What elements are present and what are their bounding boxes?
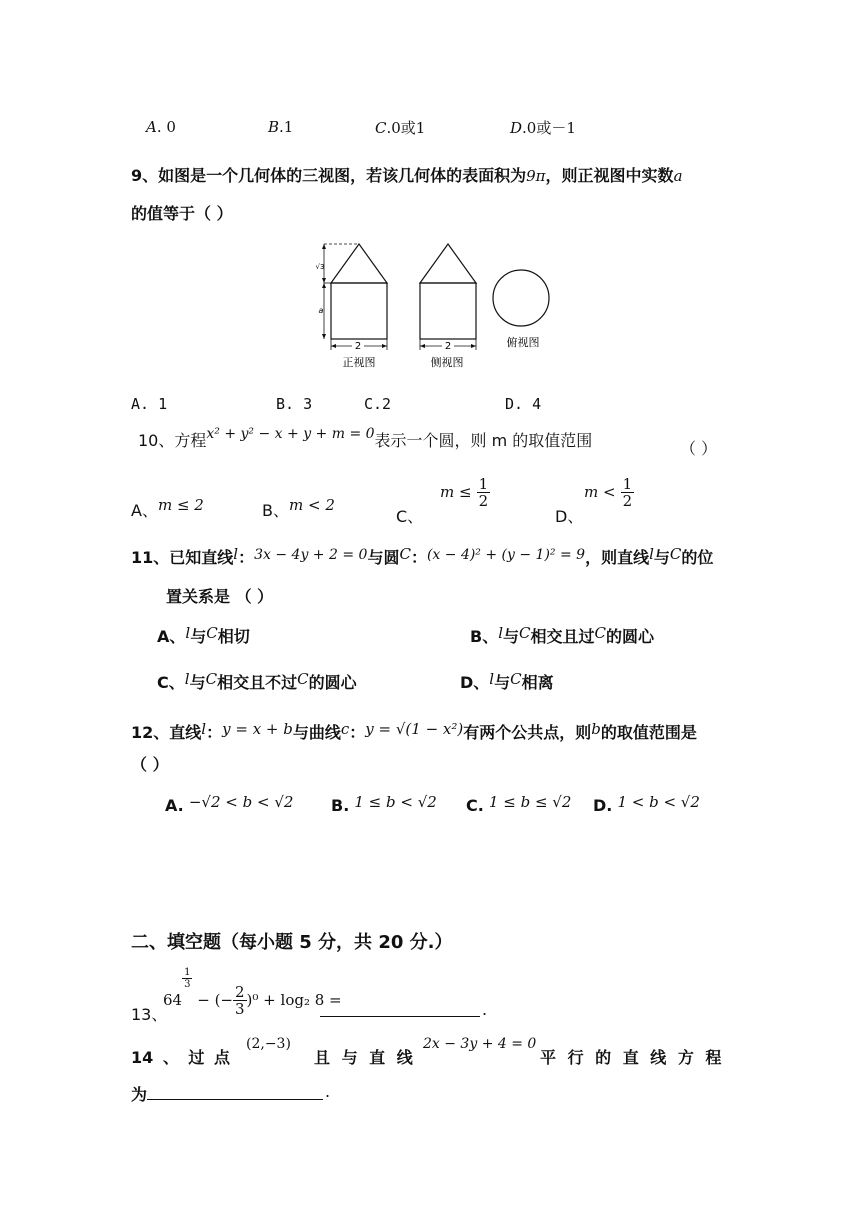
q10-paren: （ ） [680, 439, 718, 458]
q11-option-b: B、l与C相交且过C的圆心 [470, 624, 655, 646]
q10-option-d-math: m < $\frac{1}{2}$ [584, 475, 633, 510]
q9-stem-line2: 的值等于（ ） [131, 204, 233, 223]
front-view [316, 244, 387, 369]
q11-stem-line1: 11、已知直线l：3x − 4y + 2 = 0与圆C：(x − 4)² + (y − 1)² = 9，则直线l与C的位 [131, 545, 714, 567]
q9-option-a: A. 1 [131, 395, 168, 413]
q11-option-a: A、l与C相切 [157, 624, 250, 646]
fraction: $\frac{1}{2}$ [478, 475, 489, 510]
q9-option-c: C.2 [364, 395, 392, 413]
q12-option-d: D. 1 < b < √2 [593, 793, 700, 815]
q14-text-b: 且 与 直 线 [314, 1048, 413, 1067]
q10-option-c-math: m ≤ $\frac{1}{2}$ [440, 475, 489, 510]
three-view-figure [300, 236, 570, 374]
q8-option-a: A. 0 [146, 118, 176, 136]
q14-point: (2,−3) [246, 1036, 291, 1052]
q12-option-b: B. 1 ≤ b < √2 [331, 793, 437, 815]
q13-end: . [482, 1000, 488, 1019]
q10-option-c-label: C、 [396, 507, 424, 526]
q14-text-a: 14 、 过 点 [131, 1048, 230, 1067]
fraction: $\frac{2}{3}$ [235, 983, 245, 1018]
front-view-caption: 正视图 [342, 356, 376, 369]
top-view [493, 270, 549, 349]
exponent-fraction: $\frac{1}{3}$ [184, 967, 191, 990]
height-label: √3 [315, 263, 325, 271]
q9-option-d: D. 4 [505, 395, 542, 413]
q12-option-a: A. −√2 < b < √2 [165, 793, 294, 815]
q14-end: . [325, 1082, 331, 1101]
q13-answer-blank[interactable] [320, 1016, 480, 1017]
side-view-caption: 侧视图 [430, 356, 464, 369]
q8-option-c: C.0或1 [375, 119, 426, 137]
q12-option-c: C. 1 ≤ b ≤ √2 [466, 793, 572, 815]
q14-text-c: 平 行 的 直 线 方 程 [540, 1048, 722, 1067]
q10-option-d-label: D、 [555, 507, 584, 526]
q14-text-d: 为 [131, 1085, 148, 1104]
top-view-caption: 俯视图 [506, 336, 540, 349]
side-width-label: 2 [444, 341, 452, 352]
front-width-label: 2 [354, 341, 362, 352]
q11-option-d: D、l与C相离 [460, 670, 554, 692]
q8-option-b: B.1 [268, 118, 294, 136]
q8-option-d: D.0或－1 [510, 119, 576, 137]
q10-stem: 10、方程x² + y² − x + y + m = 0表示一个圆，则 m 的取值范围 [138, 426, 593, 450]
q9-stem-line1: 9、如图是一个几何体的三视图，若该几何体的表面积为9π，则正视图中实数a [131, 166, 683, 185]
q10-option-b: B、m < 2 [262, 496, 335, 520]
q13-expression: 64 $\frac{1}{3}$ − (− $\frac{2}{3}$ )⁰ + log₂ 8 = [163, 967, 342, 1018]
q10-option-a: A、m ≤ 2 [131, 496, 204, 520]
q12-paren: （ ） [131, 755, 169, 774]
side-view [420, 244, 476, 369]
q11-stem-line2: 置关系是 （ ） [166, 587, 274, 606]
fraction: $\frac{1}{2}$ [622, 475, 633, 510]
q12-stem-line1: 12、直线l：y = x + b与曲线c：y = √(1 − x²)有两个公共点，则b的取值范围是 [131, 720, 697, 742]
q9-option-b: B. 3 [276, 395, 313, 413]
q13-label: 13、 [131, 1005, 168, 1024]
side-label: a [318, 306, 324, 315]
section-title: 二、填空题（每小题 5 分，共 20 分.） [131, 932, 453, 953]
q14-answer-blank[interactable] [147, 1099, 323, 1100]
q14-line-eq: 2x − 3y + 4 = 0 [423, 1036, 537, 1052]
q11-option-c: C、l与C相交且不过C的圆心 [157, 670, 357, 692]
